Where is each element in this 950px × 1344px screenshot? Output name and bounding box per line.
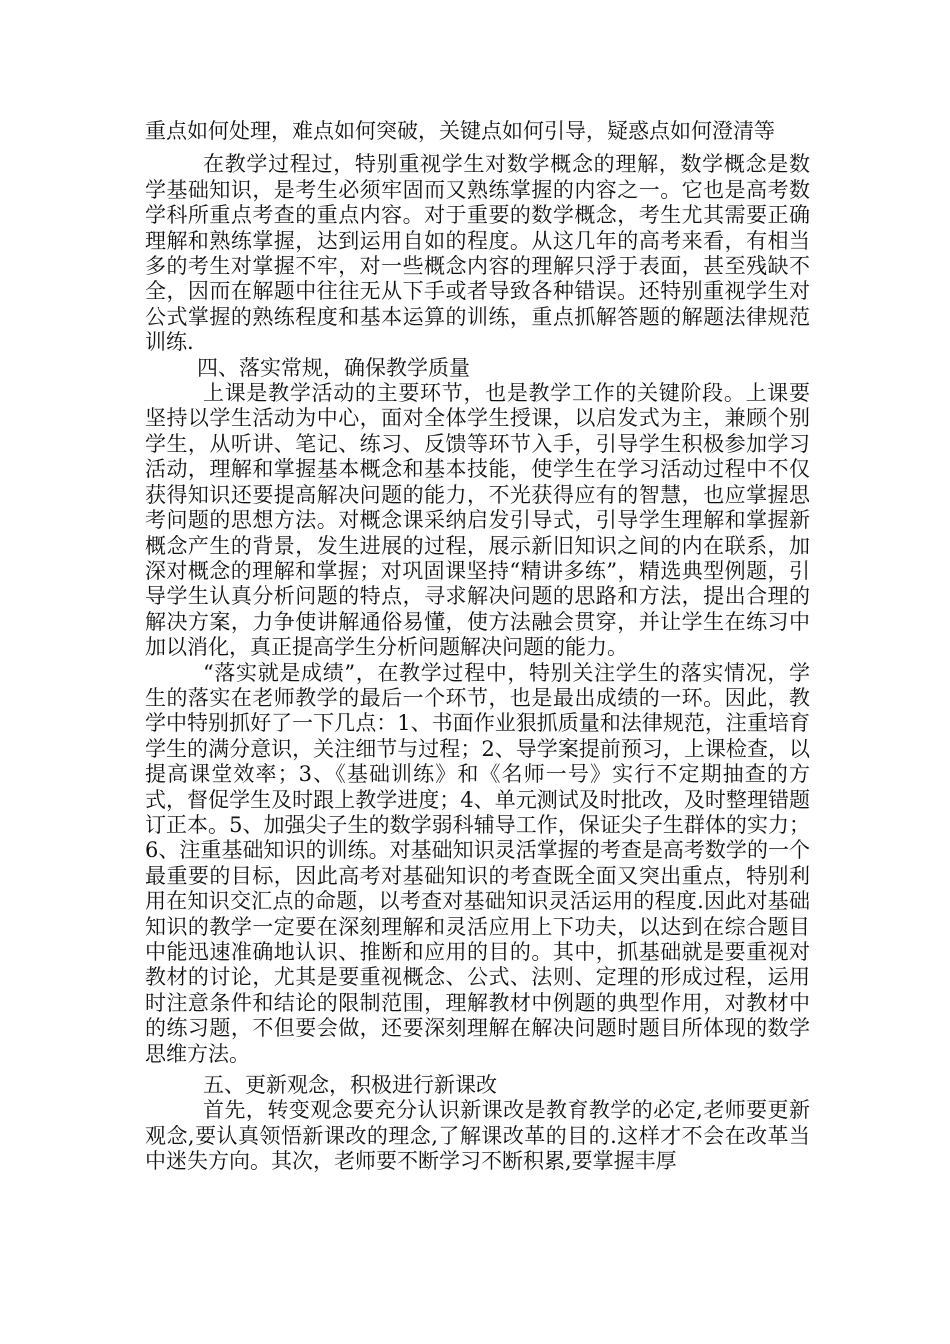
paragraph-implementation: “落实就是成绩”，在教学过程中，特别关注学生的落实情况，学生的落实在老师教学的最后一个环节，也是最出成绩的一环。因此，教学中特别抓好了一下几点：1、书面作业狠抓质量和法律规范，注重培育学生的满分意识，关注细节与过程；2、导学案提前预习，上课检查，以提高课堂效率；3、《基础训练》和《名师一号》实行不定期抽查的方式，督促学生及时跟上教学进度；4、单元测试及时批改，及时整理错题订正本。5、加强尖子生的数学弱科辅导工作，保证尖子生群体的实力；6、注重基础知识的训练。对基础知识灵活掌握的考查是高考数学的一个最重要的目标，因此高考对基础知识的考查既全面又突出重点，特别利用在知识交汇点的命题，以考查对基础知识灵活运用的程度.因此对基础知识的教学一定要在深刻理解和灵活应用上下功夫，以达到在综合题目中能迅速准确地认识、推断和应用的目的。其中，抓基础就是要重视对教材的讨论，尤其是要重视概念、公式、法则、定理的形成过程，运用时注意条件和结论的限制范围，理解教材中例题的典型作用，对教材中的练习题，不但要会做，还要深刻理解在解决问题时题目所体现的数学思维方法。 [145,660,810,1066]
section-heading-5: 五、更新观念，积极进行新课改 [203,1073,497,1098]
paragraph-continuation: 重点如何处理，难点如何突破，关键点如何引导，疑惑点如何澄清等 [145,119,775,143]
paragraph-classroom: 上课是教学活动的主要环节，也是教学工作的关键阶段。上课要坚持以学生活动为中心，面对全体学生授课，以启发式为主，兼顾个别学生，从听讲、笔记、练习、反馈等环节入手，引导学生积极参加学习活动，理解和掌握基本概念和基本技能，使学生在学习活动过程中不仅获得知识还要提高解决问题的能力，不光获得应有的智慧，也应掌握思考问题的思想方法。对概念课采纳启发引导式，引导学生理解和掌握新概念产生的背景，发生进展的过程，展示新旧知识之间的内在联系，加深对概念的理解和掌握；对巩固课坚持“精讲多练”，精选典型例题，引导学生认真分析问题的特点，寻求解决问题的思路和方法，提出合理的解决方案，力争使讲解通俗易懂，使方法融会贯穿，并让学生在练习中加以消化，真正提高学生分析问题解决问题的能力。 [145,381,810,660]
document-body [145,119,810,1175]
paragraph-reform: 首先，转变观念要充分认识新课改是教育教学的必定,老师要更新观念,要认真领悟新课改的理念,了解课改革的目的.这样才不会在改革当中迷失方向。其次，老师要不断学习不断积累,要掌握丰厚 [145,1098,810,1174]
section-heading-4: 四、落实常规，确保教学质量 [197,355,470,380]
paragraph-concepts: 在教学过程过，特别重视学生对数学概念的理解，数学概念是数学基础知识，是考生必须牢固而又熟练掌握的内容之一。它也是高考数学科所重点考查的重点内容。对于重要的数学概念，考生尤其需要正确理解和熟练掌握，达到运用自如的程度。从这几年的高考来看，有相当多的考生对掌握不牢，对一些概念内容的理解只浮于表面，甚至残缺不全，因而在解题中往往无从下手或者导致各种错误。还特别重视学生对公式掌握的熟练程度和基本运算的训练，重点抓解答题的解题法律规范训练. [145,152,810,355]
